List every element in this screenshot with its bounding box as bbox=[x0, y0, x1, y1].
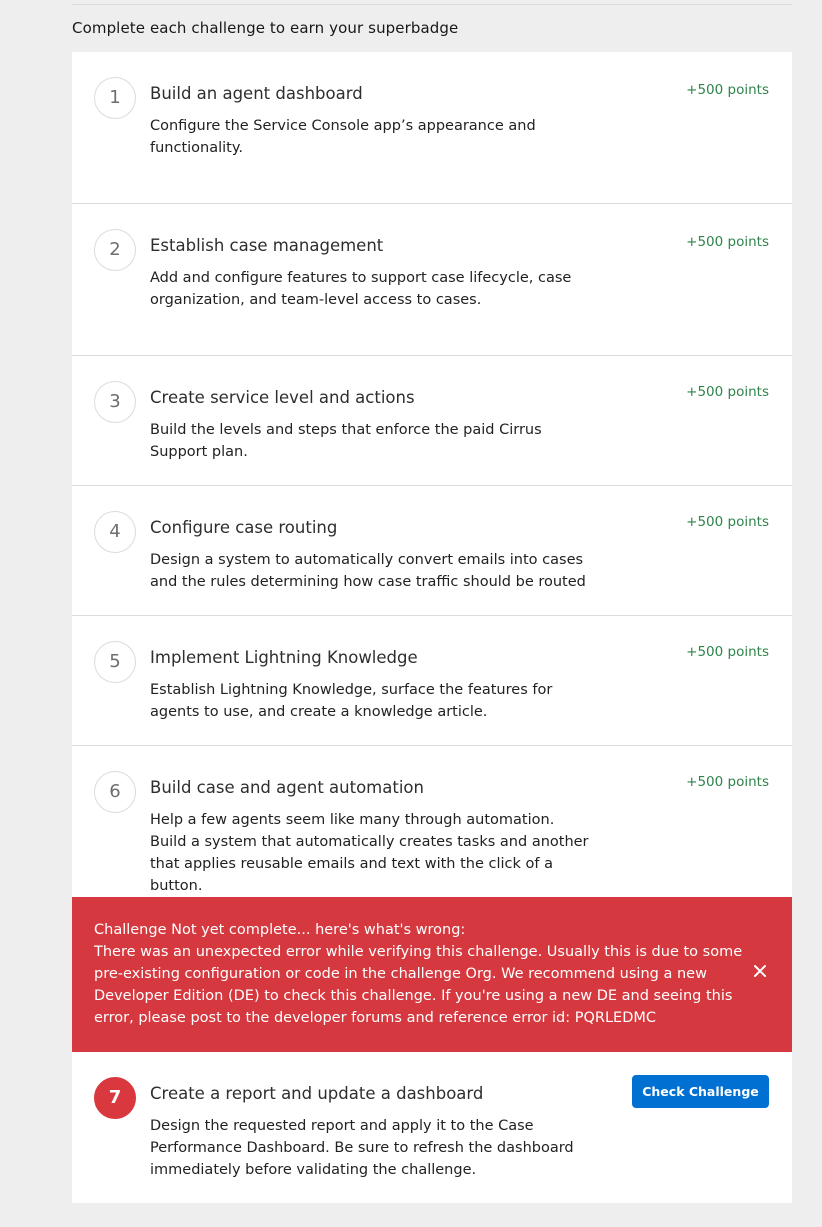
challenge-number-active: 7 bbox=[94, 1077, 136, 1119]
challenge-number: 1 bbox=[94, 77, 136, 119]
challenge-description: Add and configure features to support case lifecycle, case organization, and team-level access to cases. bbox=[150, 270, 572, 308]
challenge-points: +500 points bbox=[686, 514, 769, 530]
challenge-card-5 bbox=[72, 616, 792, 745]
challenge-points: +500 points bbox=[686, 774, 769, 790]
challenge-title: Build case and agent automation bbox=[150, 778, 424, 797]
challenge-card-6 bbox=[72, 746, 792, 897]
intro-heading: Complete each challenge to earn your superbadge bbox=[72, 19, 459, 37]
challenge-points: +500 points bbox=[686, 384, 769, 400]
challenge-card-7 bbox=[72, 1052, 792, 1203]
challenge-title: Build an agent dashboard bbox=[150, 84, 363, 103]
challenge-card-2 bbox=[72, 204, 792, 355]
close-icon[interactable] bbox=[752, 963, 768, 979]
challenge-number: 6 bbox=[94, 771, 136, 813]
challenge-points: +500 points bbox=[686, 82, 769, 98]
error-heading: Challenge Not yet complete... here's what's wrong: bbox=[94, 922, 466, 938]
challenge-card-3 bbox=[72, 356, 792, 485]
challenge-description: Design a system to automatically convert emails into cases and the rules determining how case traffic should be routed bbox=[150, 552, 586, 590]
challenge-description: Establish Lightning Knowledge, surface the features for agents to use, and create a knowledge article. bbox=[150, 682, 553, 720]
challenge-card-4 bbox=[72, 486, 792, 615]
challenge-number: 4 bbox=[94, 511, 136, 553]
challenge-card-1 bbox=[72, 52, 792, 203]
check-challenge-button[interactable]: Check Challenge bbox=[632, 1075, 769, 1108]
challenge-title: Create a report and update a dashboard bbox=[150, 1084, 484, 1103]
challenge-description: Design the requested report and apply it to the Case Performance Dashboard. Be sure to refresh the dashboard immediately before validating the challenge. bbox=[150, 1118, 574, 1178]
challenge-number: 5 bbox=[94, 641, 136, 683]
challenge-title: Create service level and actions bbox=[150, 388, 415, 407]
top-divider bbox=[72, 4, 792, 5]
error-banner bbox=[72, 897, 792, 1052]
challenge-points: +500 points bbox=[686, 644, 769, 660]
challenge-title: Establish case management bbox=[150, 236, 384, 255]
challenge-number: 2 bbox=[94, 229, 136, 271]
challenge-title: Implement Lightning Knowledge bbox=[150, 648, 418, 667]
challenge-title: Configure case routing bbox=[150, 518, 338, 537]
challenge-description: Build the levels and steps that enforce the paid Cirrus Support plan. bbox=[150, 422, 542, 460]
challenge-number: 3 bbox=[94, 381, 136, 423]
error-message: There was an unexpected error while verifying this challenge. Usually this is due to some pre-existing configuration or code in the challenge Org. We recommend using a new Developer Edition (DE) to check this challenge. If you're using a new DE and seeing this error, please post to the developer forums and reference error id: PQRLEDMC bbox=[94, 944, 743, 1026]
challenge-description: Help a few agents seem like many through automation. Build a system that automatically creates tasks and another that applies reusable emails and text with the click of a button. bbox=[150, 812, 589, 894]
error-text bbox=[94, 919, 754, 1029]
challenge-description: Configure the Service Console app’s appearance and functionality. bbox=[150, 118, 536, 156]
challenge-points: +500 points bbox=[686, 234, 769, 250]
